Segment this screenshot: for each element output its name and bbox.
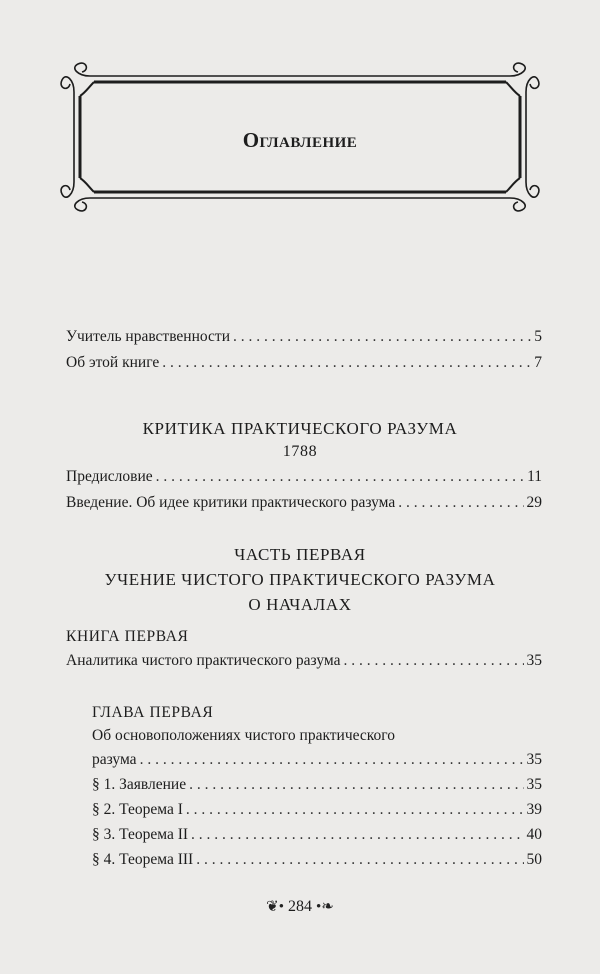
title-frame xyxy=(60,62,540,212)
work-title: КРИТИКА ПРАКТИЧЕСКОГО РАЗУМА xyxy=(142,419,458,438)
dot-leader xyxy=(233,327,531,347)
toc-entry-label: § 3. Теорема II xyxy=(92,826,189,843)
part-subtitle-2: О НАЧАЛАХ xyxy=(248,595,352,614)
toc-entry-page: 11 xyxy=(527,468,542,485)
fleuron-icon: •❧ xyxy=(316,899,334,915)
dot-leader xyxy=(156,467,524,487)
toc-entry[interactable] xyxy=(66,467,542,487)
toc-entry[interactable] xyxy=(92,750,542,770)
toc-entry-label: Учитель нравственности xyxy=(66,328,230,345)
toc-section-entry[interactable] xyxy=(92,825,542,845)
chapter-heading: ГЛАВА ПЕРВАЯ xyxy=(92,704,214,721)
dot-leader xyxy=(140,750,524,770)
book-heading: КНИГА ПЕРВАЯ xyxy=(66,628,189,645)
toc-entry[interactable] xyxy=(66,353,542,373)
dot-leader xyxy=(186,800,524,820)
toc-entry-label: § 1. Заявление xyxy=(92,776,187,793)
toc-entry-page: 29 xyxy=(526,494,542,511)
toc-section-entry[interactable] xyxy=(92,800,542,820)
chapter-title-line: Об основоположениях чистого практического xyxy=(92,727,396,744)
part-subtitle: УЧЕНИЕ ЧИСТОГО ПРАКТИЧЕСКОГО РАЗУМА xyxy=(104,570,496,589)
toc-section-entry[interactable] xyxy=(92,775,542,795)
toc-entry-page: 7 xyxy=(534,354,542,371)
dot-leader xyxy=(191,825,523,845)
page-number: 284 xyxy=(288,898,312,915)
page-title: Оглавление xyxy=(242,128,358,152)
toc-entry[interactable] xyxy=(66,651,542,671)
toc-entry-page: 35 xyxy=(526,652,542,669)
toc-section-entry[interactable] xyxy=(92,850,542,870)
toc-entry-label: разума xyxy=(92,751,137,768)
toc-entry-page: 35 xyxy=(526,776,542,793)
toc-entry-label: § 4. Теорема III xyxy=(92,851,194,868)
toc-entry-label: Предисловие xyxy=(66,468,153,485)
fleuron-icon: ❦• xyxy=(266,899,284,915)
dot-leader xyxy=(398,493,523,513)
work-year: 1788 xyxy=(282,443,318,460)
toc-entry-page: 35 xyxy=(526,751,542,768)
toc-entry-page: 50 xyxy=(526,851,542,868)
toc-entry-label: Об этой книге xyxy=(66,354,160,371)
page-footer xyxy=(0,897,600,916)
toc-entry-page: 5 xyxy=(534,328,542,345)
toc-entry-page: 40 xyxy=(526,826,542,843)
toc-entry-page: 39 xyxy=(526,801,542,818)
toc-entry-label: § 2. Теорема I xyxy=(92,801,183,818)
toc-entry-label: Аналитика чистого практического разума xyxy=(66,652,341,669)
dot-leader xyxy=(189,775,523,795)
dot-leader xyxy=(196,850,523,870)
toc-entry[interactable] xyxy=(66,327,542,347)
toc-entry[interactable] xyxy=(66,493,542,513)
toc-entry-label: Введение. Об идее критики практического разума xyxy=(66,494,396,511)
dot-leader xyxy=(162,353,531,373)
part-heading: ЧАСТЬ ПЕРВАЯ xyxy=(234,545,366,564)
dot-leader xyxy=(343,651,523,671)
